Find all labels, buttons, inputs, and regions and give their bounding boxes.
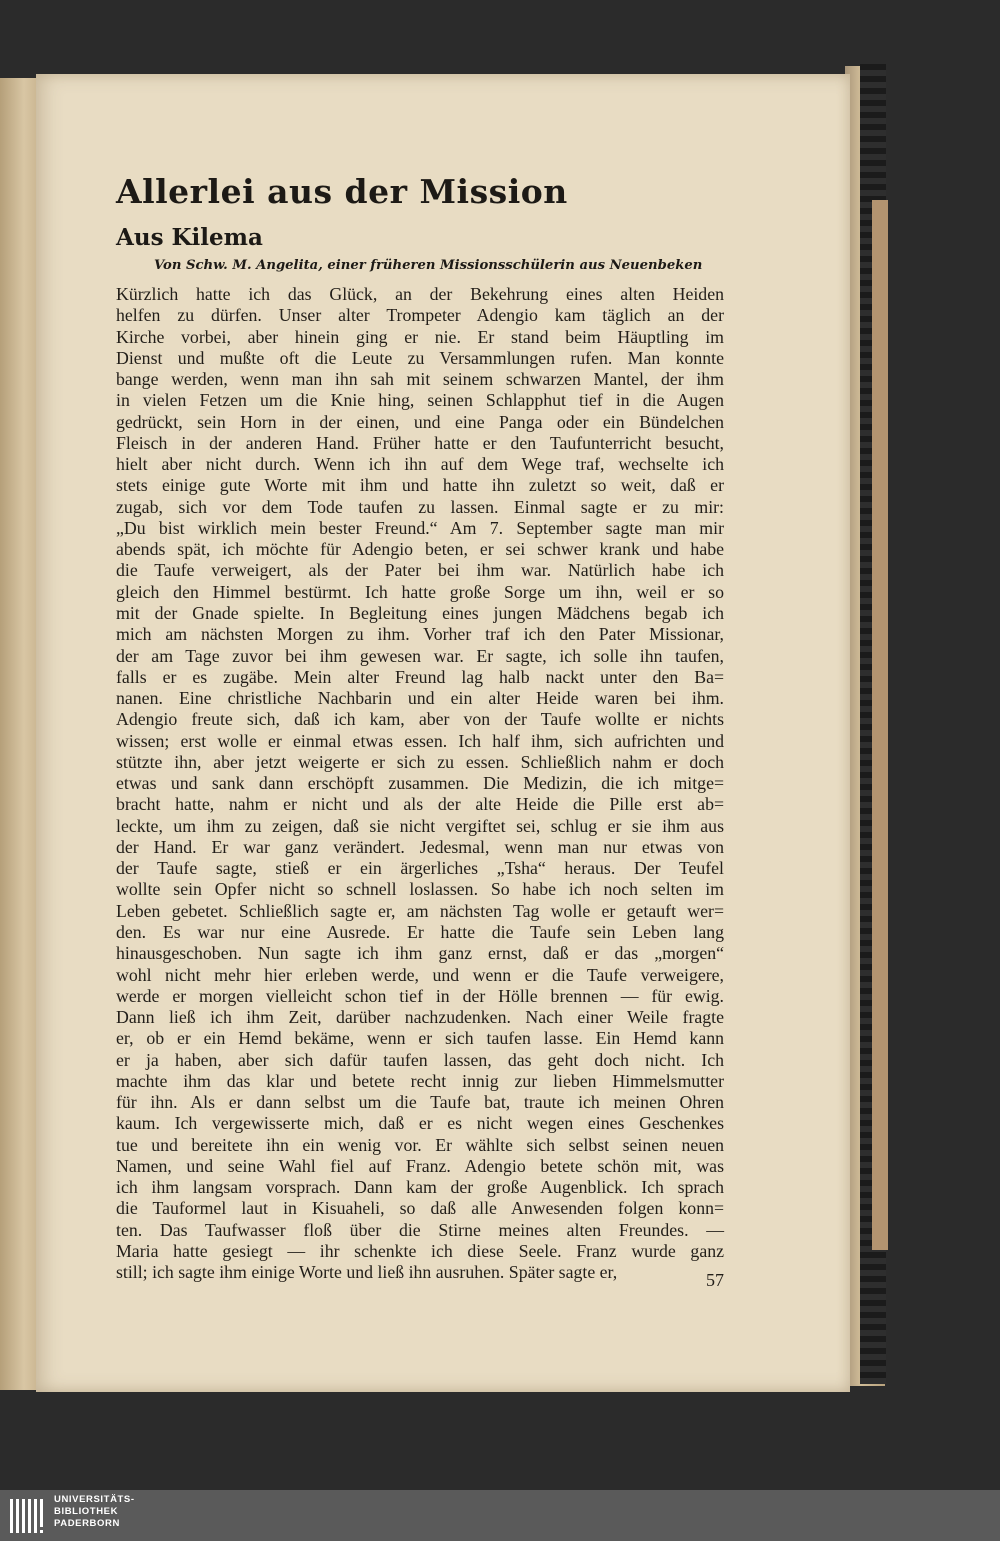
text-line: zugab, sich vor dem Tode taufen zu lassen. Einmal sagte er zu mir: [116,496,724,517]
text-line: gedrückt, sein Horn in der einen, und eine Panga oder ein Bündelchen [116,411,724,432]
text-line: wohl nicht mehr hier erleben werde, und wenn er die Taufe verweigere, [116,964,724,985]
text-line: leckte, um ihm zu zeigen, daß sie nicht vergiftet sei, schlug er sie ihm aus [116,815,724,836]
text-line: kaum. Ich vergewisserte mich, daß er es nicht wegen eines Geschenkes [116,1113,724,1134]
text-line: die Tauformel laut in Kisuaheli, so daß alle Anwesenden folgen konn= [116,1198,724,1219]
text-line: „Du bist wirklich mein bester Freund.“ Am 7. September sagte man mir [116,517,724,538]
text-line: wollte sein Opfer nicht so schnell loslassen. So habe ich noch selten im [116,879,724,900]
text-line: Namen, und seine Wahl fiel auf Franz. Adengio betete schön mit, was [116,1155,724,1176]
text-line: den. Es war nur eine Ausrede. Er hatte die Taufe sein Leben lang [116,921,724,942]
text-line: der Hand. Er war ganz verändert. Jedesmal, wenn man nur etwas von [116,836,724,857]
text-line: er ja haben, aber sich dafür taufen lassen, das geht doch nicht. Ich [116,1049,724,1070]
text-line: der am Tage zuvor bei ihm gewesen war. Er sagte, ich solle ihn taufen, [116,645,724,666]
text-line: still; ich sagte ihm einige Worte und ließ ihn ausruhen. Später sagte er, [116,1262,618,1283]
page-number: 57 [706,1270,724,1290]
text-line: Kürzlich hatte ich das Glück, an der Bekehrung eines alten Heiden [116,284,724,304]
text-line: ich ihm langsam vorsprach. Dann kam der große Augenblick. Ich sprach [116,1177,724,1198]
text-line: Maria hatte gesiegt — ihr schenkte ich diese Seele. Franz wurde ganz [116,1240,724,1261]
text-line: abends spät, ich möchte für Adengio beten, er sei schwer krank und habe [116,539,724,560]
text-line: in vielen Fetzen um die Knie hing, seinen Schlapphut tief in die Augen [116,390,724,411]
page-title: Allerlei aus der Mission [116,172,568,211]
author-byline: Von Schw. M. Angelita, einer früheren Missionsschülerin aus Neuenbeken [154,258,703,273]
text-line: Leben gebetet. Schließlich sagte er, am nächsten Tag wolle er getauft wer= [116,900,724,921]
section-subtitle: Aus Kilema [116,224,263,251]
text-line: helfen zu dürfen. Unser alter Trompeter Adengio kam täglich an der [116,305,724,326]
text-line: Adengio freute sich, daß ich kam, aber von der Taufe wollte er nichts [116,709,724,730]
text-line: die Taufe verweigert, als der Pater bei ihm war. Natürlich habe ich [116,560,724,581]
text-line: nanen. Eine christliche Nachbarin und ein alter Heide waren bei ihm. [116,688,724,709]
library-name-line2: BIBLIOTHEK [54,1506,119,1517]
text-line: Fleisch in der anderen Hand. Früher hatte er den Taufunterricht besucht, [116,432,724,453]
text-line: Kirche vorbei, aber hinein ging er nie. Er stand beim Häuptling im [116,326,724,347]
text-line: Dienst und mußte oft die Leute zu Versammlungen rufen. Man konnte [116,347,724,368]
text-line: werde er morgen vielleicht schon tief in der Hölle brennen — für ewig. [116,985,724,1006]
library-barcode-logo-icon [8,1495,48,1537]
text-line: bracht hatte, nahm er nicht und als der alte Heide die Pille erst ab= [116,794,724,815]
text-line: gleich den Himmel bestürmt. Ich hatte große Sorge um ihn, weil er so [116,581,724,602]
text-line: ten. Das Taufwasser floß über die Stirne meines alten Freundes. — [116,1219,724,1240]
text-line: tue und bereitete ihn ein wenig vor. Er wählte sich selbst seinen neuen [116,1134,724,1155]
text-line: machte ihm das klar und betete recht innig zur lieben Himmelsmutter [116,1070,724,1091]
text-line: mich am nächsten Morgen zu ihm. Vorher traf ich den Pater Missionar, [116,624,724,645]
library-name-line3: PADERBORN [54,1518,120,1529]
book-cover-lining [872,200,888,1250]
text-line: wissen; erst wolle er einmal etwas essen. Ich half ihm, sich aufrichten und [116,730,724,751]
text-line: stets einige gute Worte mit ihm und hatte ihn zuletzt so weit, daß er [116,475,724,496]
text-line: er, ob er ein Hemd bekäme, wenn er sich taufen lasse. Ein Hemd kann [116,1028,724,1049]
text-line: bange werden, wenn man ihn sah mit seinem schwarzen Mantel, der ihm [116,369,724,390]
text-line: etwas und sank dann erschöpft zusammen. Die Medizin, die ich mitge= [116,773,724,794]
library-name [54,1494,135,1530]
text-line: für ihn. Als er dann selbst um die Taufe bat, traute ich meinen Ohren [116,1092,724,1113]
text-line: Dann ließ ich ihm Zeit, darüber nachzudenken. Nach einer Weile fragte [116,1007,724,1028]
article-body [116,284,724,1283]
text-line: stützte ihn, aber jetzt weigerte er sich zu essen. Schließlich nahm er doch [116,751,724,772]
text-line: der Taufe sagte, stieß er ein ärgerliches „Tsha“ heraus. Der Teufel [116,858,724,879]
text-line: hinausgeschoben. Nun sagte ich ihm ganz ernst, daß er das „morgen“ [116,943,724,964]
text-line: falls er es zugäbe. Mein alter Freund lag halb nackt unter den Ba= [116,666,724,687]
text-line: mit der Gnade spielte. In Begleitung eines jungen Mädchens begab ich [116,602,724,623]
footer-bar [0,1490,1000,1541]
text-line: hielt aber nicht durch. Wenn ich ihn auf dem Wege traf, wechselte ich [116,454,724,475]
library-name-line1: UNIVERSITÄTS- [54,1494,135,1505]
